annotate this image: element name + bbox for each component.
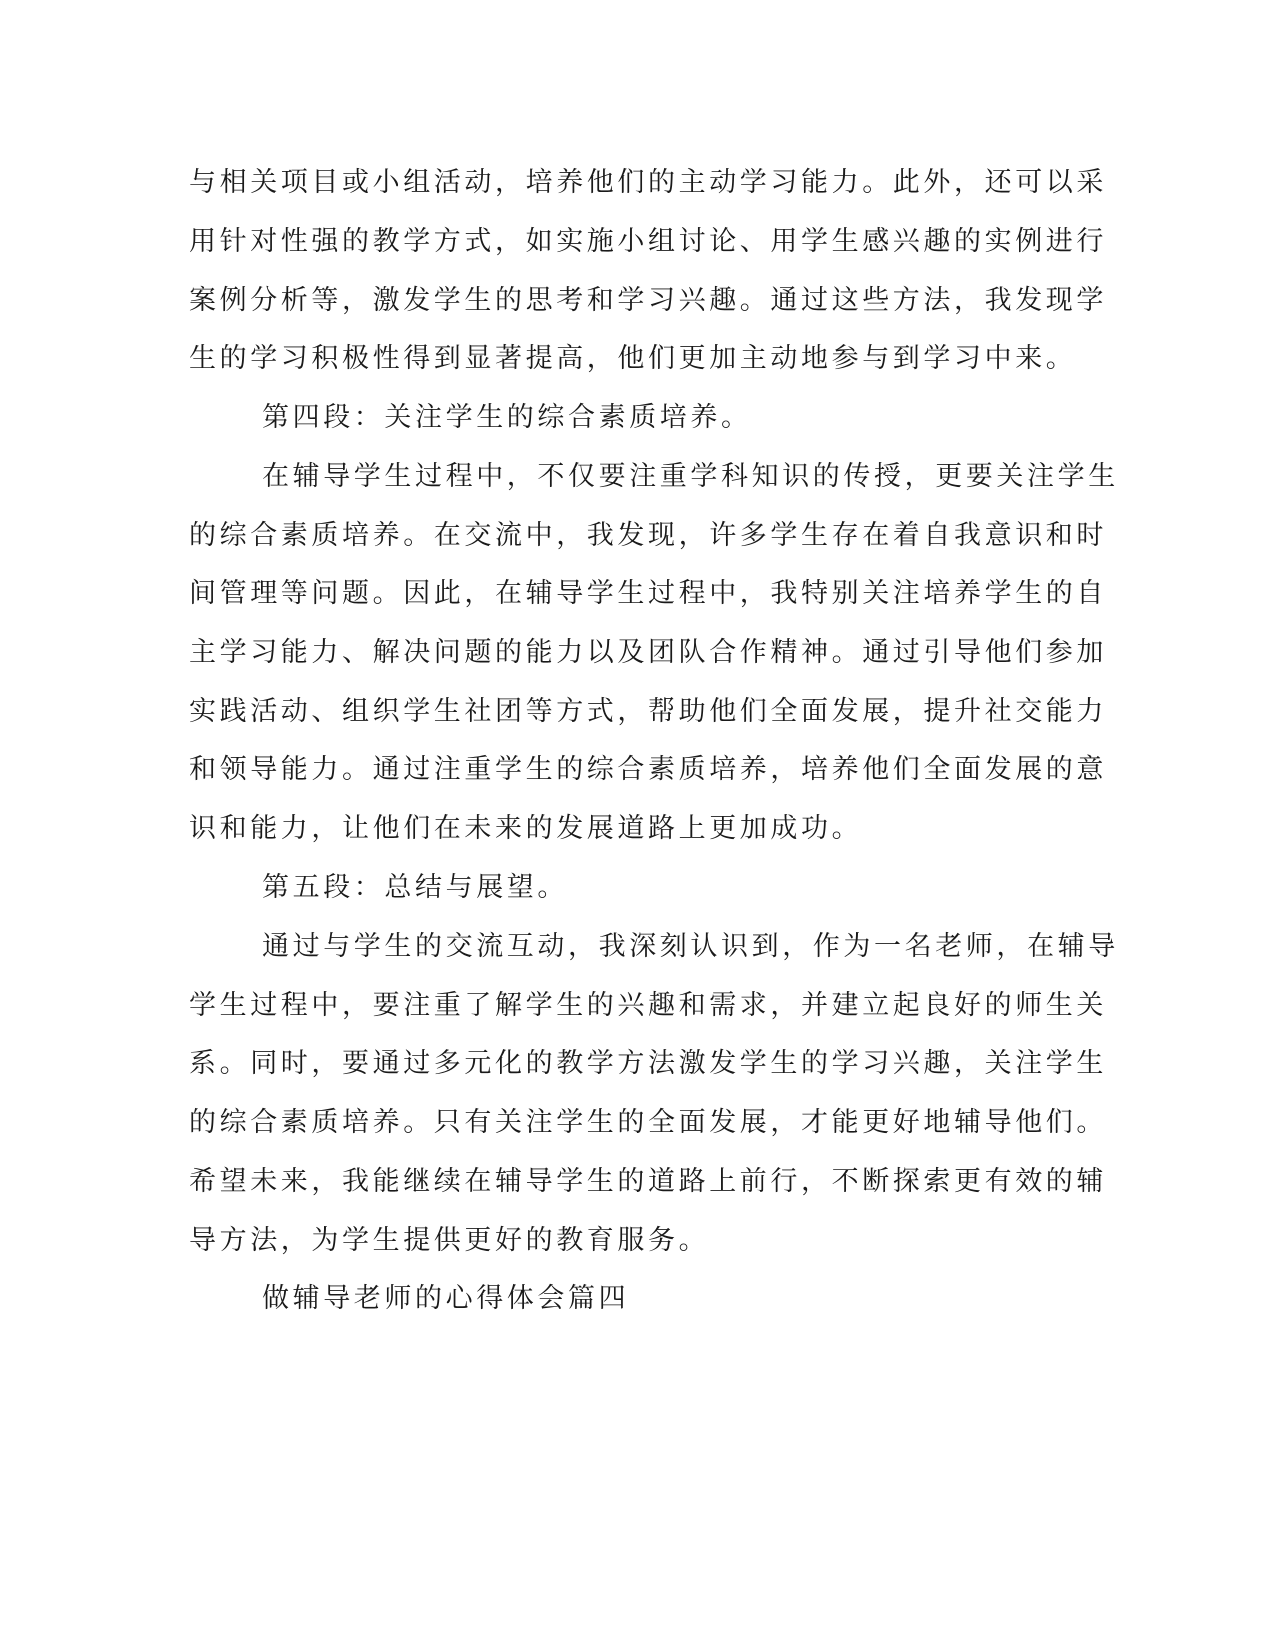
text-line: 在辅导学生过程中，不仅要注重学科知识的传授，更要关注学生 <box>262 461 1119 492</box>
text-line: 识和能力，让他们在未来的发展道路上更加成功。 <box>189 813 863 844</box>
text-line: 主学习能力、解决问题的能力以及团队合作精神。通过引导他们参加 <box>189 637 1107 668</box>
text-line: 和领导能力。通过注重学生的综合素质培养，培养他们全面发展的意 <box>189 754 1107 785</box>
text-line: 与相关项目或小组活动，培养他们的主动学习能力。此外，还可以采 <box>189 167 1107 198</box>
text-line: 的综合素质培养。在交流中，我发现，许多学生存在着自我意识和时 <box>189 520 1107 551</box>
text-line: 的综合素质培养。只有关注学生的全面发展，才能更好地辅导他们。 <box>189 1107 1107 1138</box>
text-line: 通过与学生的交流互动，我深刻认识到，作为一名老师，在辅导 <box>262 931 1119 962</box>
text-line: 案例分析等，激发学生的思考和学习兴趣。通过这些方法，我发现学 <box>189 285 1107 316</box>
section-heading-4: 第四段：关注学生的综合素质培养。 <box>262 402 752 433</box>
text-line: 希望未来，我能继续在辅导学生的道路上前行，不断探索更有效的辅 <box>189 1166 1107 1197</box>
text-line: 系。同时，要通过多元化的教学方法激发学生的学习兴趣，关注学生 <box>189 1048 1107 1079</box>
article-title: 做辅导老师的心得体会篇四 <box>262 1283 630 1314</box>
text-line: 学生过程中，要注重了解学生的兴趣和需求，并建立起良好的师生关 <box>189 990 1107 1021</box>
text-line: 导方法，为学生提供更好的教育服务。 <box>189 1225 710 1256</box>
section-heading-5: 第五段：总结与展望。 <box>262 872 568 903</box>
text-line: 用针对性强的教学方式，如实施小组讨论、用学生感兴趣的实例进行 <box>189 226 1107 257</box>
text-line: 间管理等问题。因此，在辅导学生过程中，我特别关注培养学生的自 <box>189 578 1107 609</box>
text-line: 实践活动、组织学生社团等方式，帮助他们全面发展，提升社交能力 <box>189 696 1107 727</box>
text-line: 生的学习积极性得到显著提高，他们更加主动地参与到学习中来。 <box>189 343 1077 374</box>
